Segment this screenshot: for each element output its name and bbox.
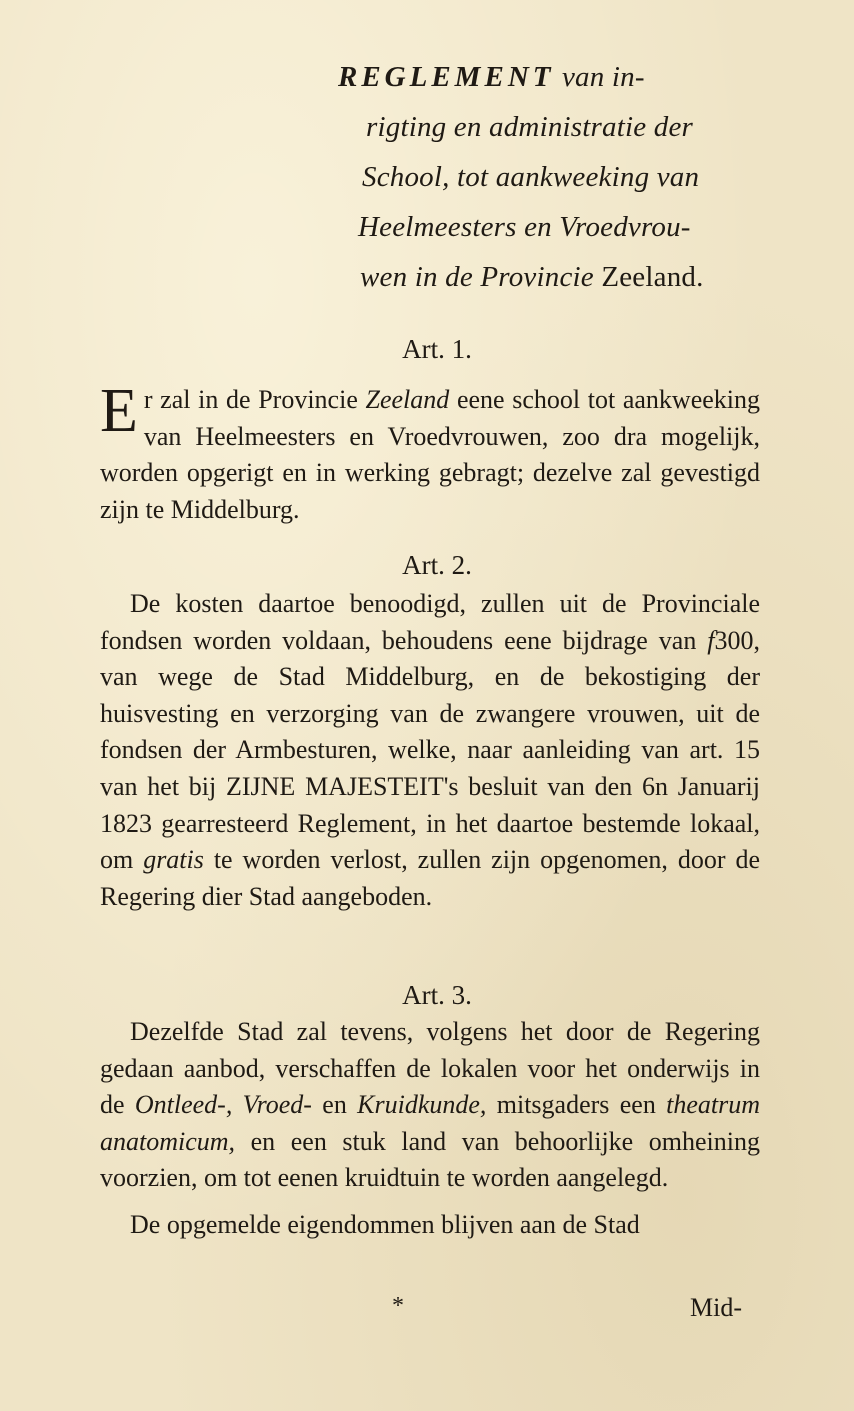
drop-cap: E (100, 377, 138, 445)
title-line-1: REGLEMENT van in- (338, 61, 645, 93)
article-1-body: Er zal in de Provincie Zeeland eene school tot aankweeking van Heelmeesters en Vroedvrouwen, zoo dra mogelijk, worden opgerigt en in werking gebragt; dezelve zal gevestigd zijn te Middelburg. (100, 377, 761, 524)
article-3-body: Dezelfde Stad zal tevens, volgens het door de Regering gedaan aanbod, verschaffen de lokalen voor het onderwijs in de Ontleed-, Vroed- en Kruidkunde, mitsgaders een theatrum anatomicum, en een stuk land van behoorlijke omheining voorzien, om tot eenen kruidtuin te worden aangelegd. De opgemelde eigendommen blijven aan de Stad (100, 1014, 760, 1244)
regulation-title (330, 52, 770, 302)
catchword: Mid- (690, 1293, 742, 1322)
article-1-heading: Art. 1. (402, 334, 472, 364)
title-line-3: School, tot aankweeking van (362, 161, 700, 193)
title-line-5: wen in de Provincie Zeeland. (360, 261, 704, 293)
article-3-continuation: De opgemelde eigendommen blijven aan de Stad (130, 1209, 640, 1239)
article-2-body: De kosten daartoe benoodigd, zullen uit de Provinciale fondsen worden voldaan, behoudens eene bijdrage van f300, van wege de Stad Middelburg, en de bekostiging der huisvesting en verzorging van de zwangere vrouwen, uit de fondsen der Armbesturen, welke, naar aanleiding van art. 15 van het bij ZIJNE MAJESTEIT's besluit van den 6n Januarij 1823 gearresteerd Reglement, in het daartoe bestemde lokaal, om gratis te worden verlost, zullen zijn opgenomen, door de Regering dier Stad aangeboden. (100, 589, 761, 911)
signature-mark: * (392, 1293, 404, 1319)
article-2-heading: Art. 2. (402, 550, 472, 580)
title-line-4: Heelmeesters en Vroedvrou- (358, 211, 691, 243)
page-footer (0, 1293, 854, 1333)
article-3-heading: Art. 3. (402, 980, 472, 1010)
title-line-2: rigting en administratie der (366, 111, 694, 143)
